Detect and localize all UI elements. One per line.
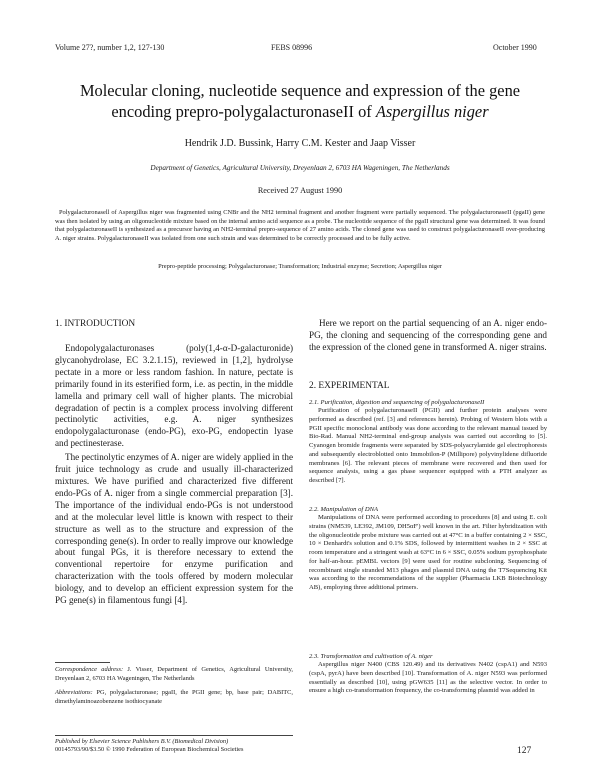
copyright-line: 00145793/90/$3.50 © 1990 Federation of European Biochemical Societies <box>55 746 244 754</box>
intro-paragraph: Endopolygalacturonases (poly(1,4-α-D-galacturonide) glycanohydrolase, EC 3.2.1.15), reviewed in [1,2], hydrolyse pectate in a more or less random fashion. In nature, pectate is primarily found in its esterified form, i.e. as pectin, in the middle lamella and primary cell wall of higher plants. The microbial degradation of pectin is a complex process involving different pectinolytic activities, e.g. A. niger synthesizes endopolygalacturonase (endo-PG), exo-PG, endopectin lyase and pectinesterase. <box>55 343 293 449</box>
issue-date: October 1990 <box>493 43 537 52</box>
intro-body <box>55 343 293 607</box>
section-2-3 <box>309 653 547 696</box>
correspondence-label: Correspondence address: <box>55 666 124 673</box>
subsection-title: 2.2. Manipulation of DNA <box>309 506 379 513</box>
title-organism: Aspergillus niger <box>375 102 489 121</box>
journal-code: FEBS 08996 <box>271 43 313 52</box>
correspondence-text: J. Visser, Department of Genetics, Agricultural University, Dreyenlaan 2, 6703 HA Wageningen, The Netherlands <box>55 666 293 682</box>
correspondence-note <box>55 666 293 683</box>
footnote-rule <box>55 662 110 663</box>
author-list: Hendrik J.D. Bussink, Harry C.M. Kester and Jaap Visser <box>184 138 416 149</box>
intro-heading: 1. INTRODUCTION <box>55 319 136 329</box>
title-line-1: Molecular cloning, nucleotide sequence and expression of the gene <box>79 81 521 100</box>
publisher-rule <box>55 735 293 736</box>
abstract-text: Polygalacturonasell of Aspergillus niger was fragmented using CNBr and the NH2 terminal fragment and another fragment were partially sequenced. The polygalacturonaseII (pgaII) gene was then isolated by using an oligonucleotide mixture based on the internal amino acid sequence as a probe. The nucleotide sequence of the pgaII structural gene was determined. It was found that polygalacturonaseII is synthesized as a precursor having an NH2-terminal prepro-sequence of 27 amino acids. The cloned gene was used to construct polygalacturonaseII over-producing A. niger strains. PolygalacturonaseII was isolated from one such strain and was determined to be correctly processed and to be fully active. <box>55 209 545 243</box>
intro-paragraph: The pectinolytic enzymes of A. niger are widely applied in the fruit juice technology as crude and usually ill-characterized mixtures. We have purified and characterized five different endo-PGs of A. niger from a single commercial preparation [3]. The importance of the individual endo-PGs is not understood and at the molecular level little is known with respect to their structure as well as to the structure and expression of the corresponding gene(s). In order to really improve our knowledge about fungal PGs, it is therefore necessary to extend the conventional repertoire for enzyme purification and characterization with the tools offered by modern molecular biology, and to develop an efficient expression system for the PG gene(s) in filamentous fungi [4]. <box>55 452 293 606</box>
subsection-text: Purification of polygalacturonaseII (PGII) and further protein analyses were performed as described (ref. [3] and references herein). Probing of Western blots with a PGII specific monoclonal antibody was done according to the relevant manual issued by Bio-Rad. Manual NH2-terminal end-group analysis was carried out according to [5]. Cyanogen bromide fragments were separated by SDS-polyacrylamide gel electrophoresis and subsequently electroblotted onto Immobilon-P (Millipore) polyvinylidene difluoride membranes [6]. The relevant pieces of membrane were recovered and then used for sequence analysis, using a gas phase sequencer equipped with a PTH analyzer as described [7]. <box>309 407 547 484</box>
title-line-2-text: encoding prepro-polygalacturonaseII of <box>111 102 376 121</box>
affiliation: Department of Genetics, Agricultural University, Dreyenlaan 2, 6703 HA Wageningen, The Netherlands <box>150 164 450 172</box>
subsection-text: Aspergillus niger N400 (CBS 120.49) and its derivatives N402 (cspA1) and N593 (cspA, pyrA) have been described [10]. Transformation of A. niger N593 was performed essentially as described [10], using pGW635 [11] as the selective vector. In order to ensure a high co-transformation frequency, the co-transforming plasmid was added in <box>309 661 547 695</box>
subsection-text: Manipulations of DNA were performed according to procedures [8] and using E. coli strains (NM539, LE392, JM109, DH5αF') well known in the art. Filter hybridization with the oligonucleotide probe mixture was carried out at 47°C in a buffer containing 2 × SSC, 10 × Denhardt's solution and 0.1% SDS, followed by intermittent washes in 2 × SSC at room temperature and a stringent wash at 63°C in 6 × SSC, 0.05% sodium pyrophosphate for half-an-hour. pEMBL vectors [9] were used for routine subcloning. Sequencing of recombinant single stranded M13 phages and plasmid DNA using the T7Sequencing Kit was according to the recommendations of the supplier (Pharmacia LKB Biotechnology AB), employing three additional primers. <box>309 514 547 591</box>
section-2-2 <box>309 506 547 593</box>
intro-paragraph: Here we report on the partial sequencing of an A. niger endo-PG, the cloning and sequencing of the corresponding gene and the expression of the cloned gene in transformed A. niger strains. <box>309 318 547 352</box>
abbreviations-label: Abbreviations: <box>55 689 93 696</box>
subsection-title: 2.3. Transformation and cultivation of A. niger <box>309 653 433 660</box>
intro-continued <box>309 318 547 354</box>
abbreviations-text: PG, polygalacturonase; pgaII, the PGII gene; bp, base pair; DABITC, dimethylaminoazobenzene isothiocyanate <box>55 689 293 705</box>
publisher-info <box>55 738 243 755</box>
experimental-heading: 2. EXPERIMENTAL <box>309 381 390 391</box>
page-number: 127 <box>517 746 532 756</box>
publisher-line: Published by Elsevier Science Publishers B.V. (Biomedical Division) <box>55 738 229 745</box>
footnotes <box>55 666 293 706</box>
abbreviations-note <box>55 689 293 706</box>
paper-title <box>55 80 545 122</box>
title-line-2 <box>55 101 545 122</box>
section-2-1 <box>309 399 547 486</box>
received-date: Received 27 August 1990 <box>257 186 343 195</box>
journal-volume: Volume 27?, number 1,2, 127-130 <box>55 43 165 52</box>
abstract <box>55 209 545 244</box>
subsection-title: 2.1. Purification, digestion and sequencing of polygalacturonaseII <box>309 399 485 406</box>
keywords: Prepro-peptide processing; Polygalacturonase; Transformation; Industrial enzyme; Secretion; Aspergillus niger <box>158 263 442 270</box>
